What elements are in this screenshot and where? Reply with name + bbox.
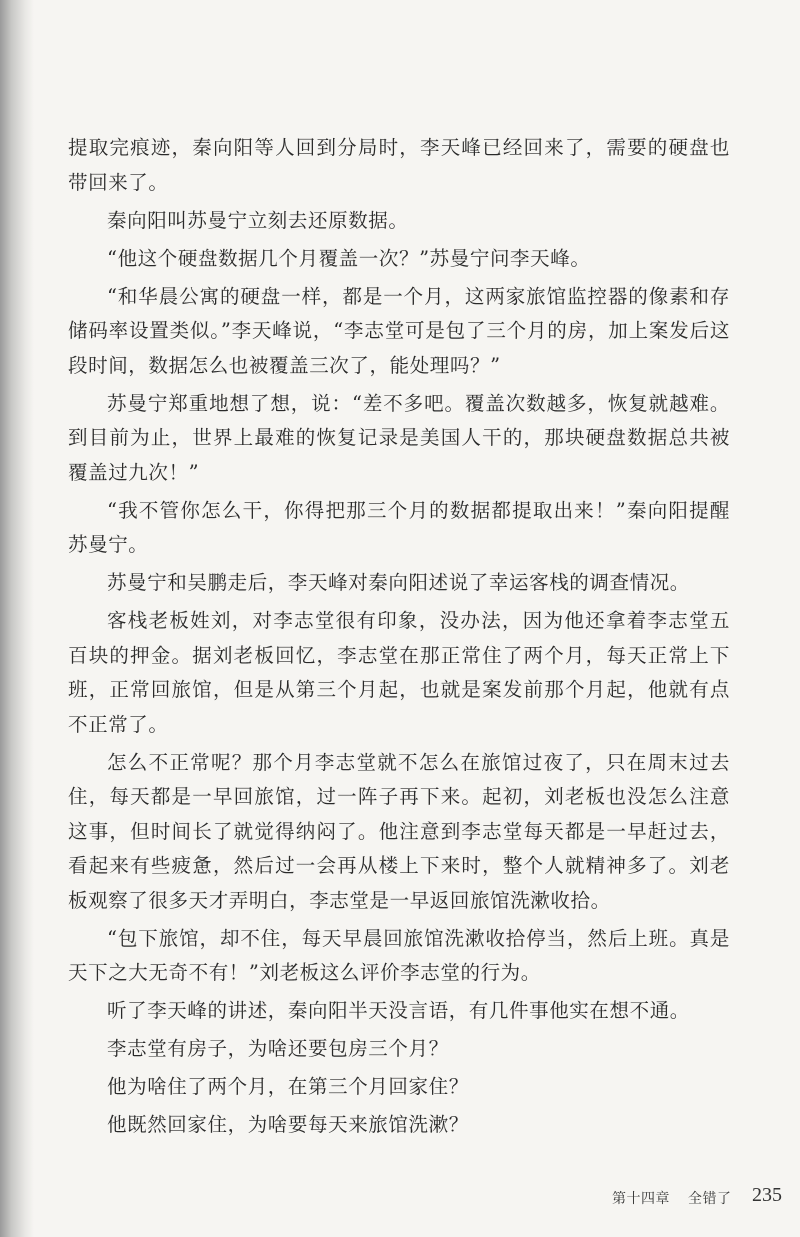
- paragraph: “和华晨公寓的硬盘一样，都是一个月，这两家旅馆监控器的像素和存储码率设置类似。”李天峰说，“李志堂可是包了三个月的房，加上案发后这段时间，数据怎么也被覆盖三次了，能处理吗？”: [68, 284, 730, 377]
- page-number: 235: [752, 1184, 782, 1206]
- chapter-label: 第十四章: [612, 1191, 670, 1207]
- paragraph: 苏曼宁和吴鹏走后，李天峰对秦向阳述说了幸运客栈的调查情况。: [107, 571, 690, 594]
- chapter-title: 全错了: [688, 1191, 732, 1207]
- paragraph: 客栈老板姓刘，对李志堂很有印象，没办法，因为他还拿着李志堂五百块的押金。据刘老板回忆，李志堂在那正常住了两个月，每天正常上下班，正常回旅馆，但是从第三个月起，也就是案发前那个月起，他就有点不正常了。: [68, 609, 730, 736]
- paragraph: 提取完痕迹，秦向阳等人回到分局时，李天峰已经回来了，需要的硬盘也带回来了。: [68, 136, 730, 194]
- paragraph: 李志堂有房子，为啥还要包房三个月？: [107, 1037, 449, 1060]
- paragraph: “我不管你怎么干，你得把那三个月的数据都提取出来！”秦向阳提醒苏曼宁。: [68, 498, 730, 556]
- page-footer: [612, 1185, 782, 1209]
- paragraph: 他既然回家住，为啥要每天来旅馆洗漱？: [107, 1113, 469, 1136]
- paragraph: “包下旅馆，却不住，每天早晨回旅馆洗漱收拾停当，然后上班。真是天下之大无奇不有！”刘老板这么评价李志堂的行为。: [68, 926, 730, 984]
- paragraph: 他为啥住了两个月，在第三个月回家住？: [107, 1075, 469, 1098]
- paragraph: “他这个硬盘数据几个月覆盖一次？”苏曼宁问李天峰。: [107, 246, 591, 270]
- paragraph: 听了李天峰的讲述，秦向阳半天没言语，有几件事他实在想不通。: [107, 999, 690, 1022]
- paragraph: 苏曼宁郑重地想了想，说：“差不多吧。覆盖次数越多，恢复就越难。到目前为止，世界上最难的恢复记录是美国人干的，那块硬盘数据总共被覆盖过九次！”: [68, 391, 730, 484]
- paragraph: 怎么不正常呢？那个月李志堂就不怎么在旅馆过夜了，只在周末过去住，每天都是一早回旅馆，过一阵子再下来。起初，刘老板也没怎么注意这事，但时间长了就觉得纳闷了。他注意到李志堂每天都是一早赶过去，看起来有些疲惫，然后过一会再从楼上下来时，整个人就精神多了。刘老板观察了很多天才弄明白，李志堂是一早返回旅馆洗漱收拾。: [68, 750, 730, 912]
- body-text: [68, 131, 730, 1146]
- paragraph: 秦向阳叫苏曼宁立刻去还原数据。: [107, 208, 409, 232]
